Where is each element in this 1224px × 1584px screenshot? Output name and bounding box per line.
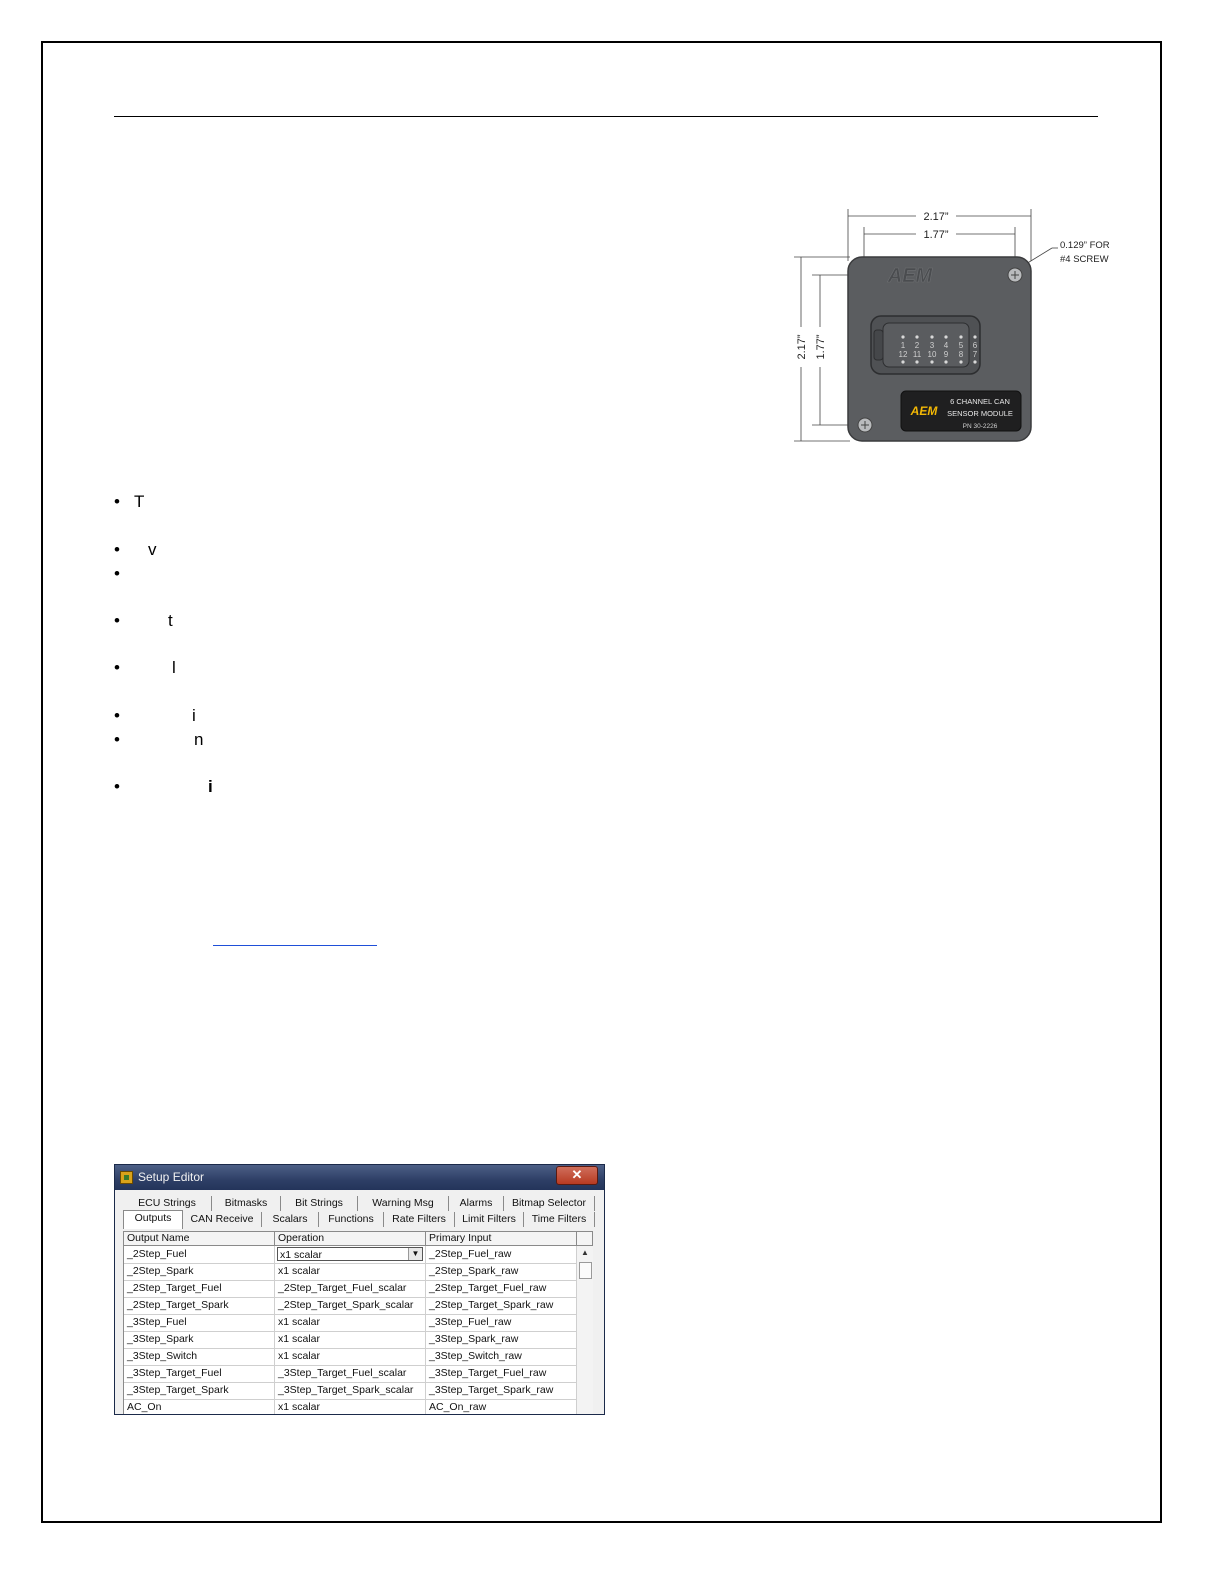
primary-input-cell[interactable]: _3Step_Spark_raw bbox=[426, 1331, 577, 1348]
title-bar[interactable] bbox=[115, 1165, 604, 1190]
pin-number: 8 bbox=[958, 350, 964, 359]
primary-input-cell[interactable]: _3Step_Target_Fuel_raw bbox=[426, 1365, 577, 1382]
bullet-item: • l bbox=[114, 658, 176, 677]
pin-number: 2 bbox=[914, 341, 920, 350]
bullet-item: • v bbox=[114, 540, 157, 559]
output-name-cell[interactable]: _3Step_Target_Fuel bbox=[124, 1365, 275, 1382]
tab-limit-filters[interactable]: Limit Filters bbox=[455, 1212, 524, 1227]
pin-number: 12 bbox=[898, 350, 908, 359]
table-row[interactable] bbox=[124, 1280, 576, 1298]
primary-input-cell[interactable]: _3Step_Fuel_raw bbox=[426, 1314, 577, 1331]
grid-header bbox=[124, 1232, 592, 1246]
operation-cell[interactable]: _3Step_Target_Fuel_scalar bbox=[275, 1365, 426, 1382]
tab-bitmap-selector[interactable]: Bitmap Selector bbox=[504, 1196, 595, 1211]
output-name-cell[interactable]: AC_On bbox=[124, 1399, 275, 1415]
vertical-scrollbar[interactable] bbox=[576, 1246, 593, 1415]
pin-dot bbox=[901, 335, 904, 338]
operation-cell[interactable]: x1 scalar bbox=[275, 1399, 426, 1415]
pin-dot bbox=[973, 335, 976, 338]
dropdown-arrow-icon[interactable]: ▼ bbox=[408, 1248, 422, 1260]
column-header-output-name[interactable]: Output Name bbox=[124, 1232, 275, 1245]
primary-input-cell[interactable]: AC_On_raw bbox=[426, 1399, 577, 1415]
column-header-primary-input[interactable]: Primary Input bbox=[426, 1232, 577, 1245]
outputs-grid bbox=[123, 1231, 593, 1415]
tab-alarms[interactable]: Alarms bbox=[449, 1196, 504, 1211]
operation-cell[interactable]: _2Step_Target_Spark_scalar bbox=[275, 1297, 426, 1314]
tab-bit-strings[interactable]: Bit Strings bbox=[281, 1196, 358, 1211]
output-name-cell[interactable]: _2Step_Spark bbox=[124, 1263, 275, 1280]
bullet-item: • i bbox=[114, 777, 213, 796]
pin-dot bbox=[930, 360, 933, 363]
pin-number: 6 bbox=[972, 341, 978, 350]
table-row[interactable] bbox=[124, 1314, 576, 1332]
operation-cell[interactable]: _3Step_Target_Spark_scalar bbox=[275, 1382, 426, 1399]
pin-dot bbox=[944, 360, 947, 363]
operation-cell[interactable]: _2Step_Target_Fuel_scalar bbox=[275, 1280, 426, 1297]
header-rule bbox=[114, 116, 1098, 117]
pin-number: 1 bbox=[900, 341, 906, 350]
tabs-row-2 bbox=[123, 1212, 595, 1228]
pin-dot bbox=[901, 360, 904, 363]
pin-number: 9 bbox=[943, 350, 949, 359]
pin-dot bbox=[973, 360, 976, 363]
pin-number: 10 bbox=[927, 350, 937, 359]
label-part-number: PN 30-2226 bbox=[962, 423, 998, 430]
tab-outputs[interactable]: Outputs bbox=[123, 1210, 183, 1229]
pin-dot bbox=[915, 360, 918, 363]
setup-editor-window bbox=[114, 1164, 605, 1415]
table-row[interactable] bbox=[124, 1399, 576, 1415]
primary-input-cell[interactable]: _2Step_Spark_raw bbox=[426, 1263, 577, 1280]
primary-input-cell[interactable]: _3Step_Switch_raw bbox=[426, 1348, 577, 1365]
tab-warning-msg[interactable]: Warning Msg bbox=[358, 1196, 449, 1211]
table-row[interactable] bbox=[124, 1263, 576, 1281]
operation-cell[interactable] bbox=[275, 1246, 426, 1263]
close-button[interactable]: ✕ bbox=[556, 1166, 598, 1185]
pin-number: 11 bbox=[912, 350, 922, 359]
tab-functions[interactable]: Functions bbox=[319, 1212, 384, 1227]
screw-note-line1: 0.129” FOR bbox=[1060, 240, 1110, 251]
table-row[interactable] bbox=[124, 1331, 576, 1349]
table-row[interactable] bbox=[124, 1382, 576, 1400]
pin-number: 5 bbox=[958, 341, 964, 350]
operation-cell[interactable]: x1 scalar bbox=[275, 1348, 426, 1365]
output-name-cell[interactable]: _3Step_Switch bbox=[124, 1348, 275, 1365]
pin-dot bbox=[930, 335, 933, 338]
table-row[interactable] bbox=[124, 1365, 576, 1383]
output-name-cell[interactable]: _2Step_Fuel bbox=[124, 1246, 275, 1263]
bullet-item: • t bbox=[114, 611, 173, 630]
pin-dot bbox=[944, 335, 947, 338]
label-logo: AEM bbox=[910, 404, 938, 418]
operation-cell[interactable]: x1 scalar bbox=[275, 1314, 426, 1331]
table-row[interactable] bbox=[124, 1297, 576, 1315]
pin-dot bbox=[959, 360, 962, 363]
tab-time-filters[interactable]: Time Filters bbox=[524, 1212, 595, 1227]
tab-scalars[interactable]: Scalars bbox=[262, 1212, 319, 1227]
bullet-item: • bbox=[114, 564, 120, 583]
table-row[interactable] bbox=[124, 1246, 576, 1264]
tab-rate-filters[interactable]: Rate Filters bbox=[384, 1212, 455, 1227]
scroll-thumb[interactable] bbox=[579, 1262, 592, 1279]
output-name-cell[interactable]: _3Step_Spark bbox=[124, 1331, 275, 1348]
window-title: Setup Editor bbox=[138, 1170, 205, 1184]
pin-number: 7 bbox=[972, 350, 978, 359]
hyperlink-underline[interactable] bbox=[213, 945, 377, 946]
pin-dot bbox=[915, 335, 918, 338]
pin-number: 4 bbox=[943, 341, 949, 350]
primary-input-cell[interactable]: _2Step_Fuel_raw bbox=[426, 1246, 577, 1263]
tab-bitmasks[interactable]: Bitmasks bbox=[212, 1196, 281, 1211]
bullet-item: • i bbox=[114, 706, 196, 725]
column-header-operation[interactable]: Operation bbox=[275, 1232, 426, 1245]
height-outer-label: 2.17” bbox=[796, 334, 808, 360]
pin-number: 3 bbox=[929, 341, 935, 350]
table-row[interactable] bbox=[124, 1348, 576, 1366]
width-inner-label: 1.77” bbox=[923, 229, 949, 241]
output-name-cell[interactable]: _2Step_Target_Spark bbox=[124, 1297, 275, 1314]
width-outer-label: 2.17” bbox=[923, 211, 949, 223]
output-name-cell[interactable]: _2Step_Target_Fuel bbox=[124, 1280, 275, 1297]
operation-dropdown[interactable] bbox=[277, 1247, 423, 1261]
sensor-module-drawing bbox=[790, 205, 1120, 450]
operation-cell[interactable]: x1 scalar bbox=[275, 1263, 426, 1280]
label-line2: SENSOR MODULE bbox=[947, 409, 1013, 418]
dimension-diagram bbox=[790, 205, 1120, 450]
primary-input-cell[interactable]: _2Step_Target_Spark_raw bbox=[426, 1297, 577, 1314]
bullet-item: • T bbox=[114, 492, 145, 511]
dropdown-value: x1 scalar bbox=[280, 1249, 323, 1261]
label-line1: 6 CHANNEL CAN bbox=[950, 397, 1010, 406]
tabs-row-1 bbox=[123, 1196, 595, 1212]
pin-dot bbox=[959, 335, 962, 338]
primary-input-cell[interactable]: _2Step_Target_Fuel_raw bbox=[426, 1280, 577, 1297]
height-inner-label: 1.77” bbox=[815, 334, 827, 360]
operation-cell[interactable]: x1 scalar bbox=[275, 1331, 426, 1348]
tab-ecu-strings[interactable]: ECU Strings bbox=[123, 1196, 212, 1211]
bullet-item: • n bbox=[114, 730, 204, 749]
output-name-cell[interactable]: _3Step_Target_Spark bbox=[124, 1382, 275, 1399]
tab-can-receive[interactable]: CAN Receive bbox=[183, 1212, 262, 1227]
embossed-logo: AEM bbox=[887, 265, 933, 287]
output-name-cell[interactable]: _3Step_Fuel bbox=[124, 1314, 275, 1331]
app-icon bbox=[120, 1171, 133, 1184]
scroll-up-arrow-icon[interactable]: ▲ bbox=[581, 1248, 589, 1257]
primary-input-cell[interactable]: _3Step_Target_Spark_raw bbox=[426, 1382, 577, 1399]
screw-note-line2: #4 SCREW bbox=[1060, 254, 1109, 265]
